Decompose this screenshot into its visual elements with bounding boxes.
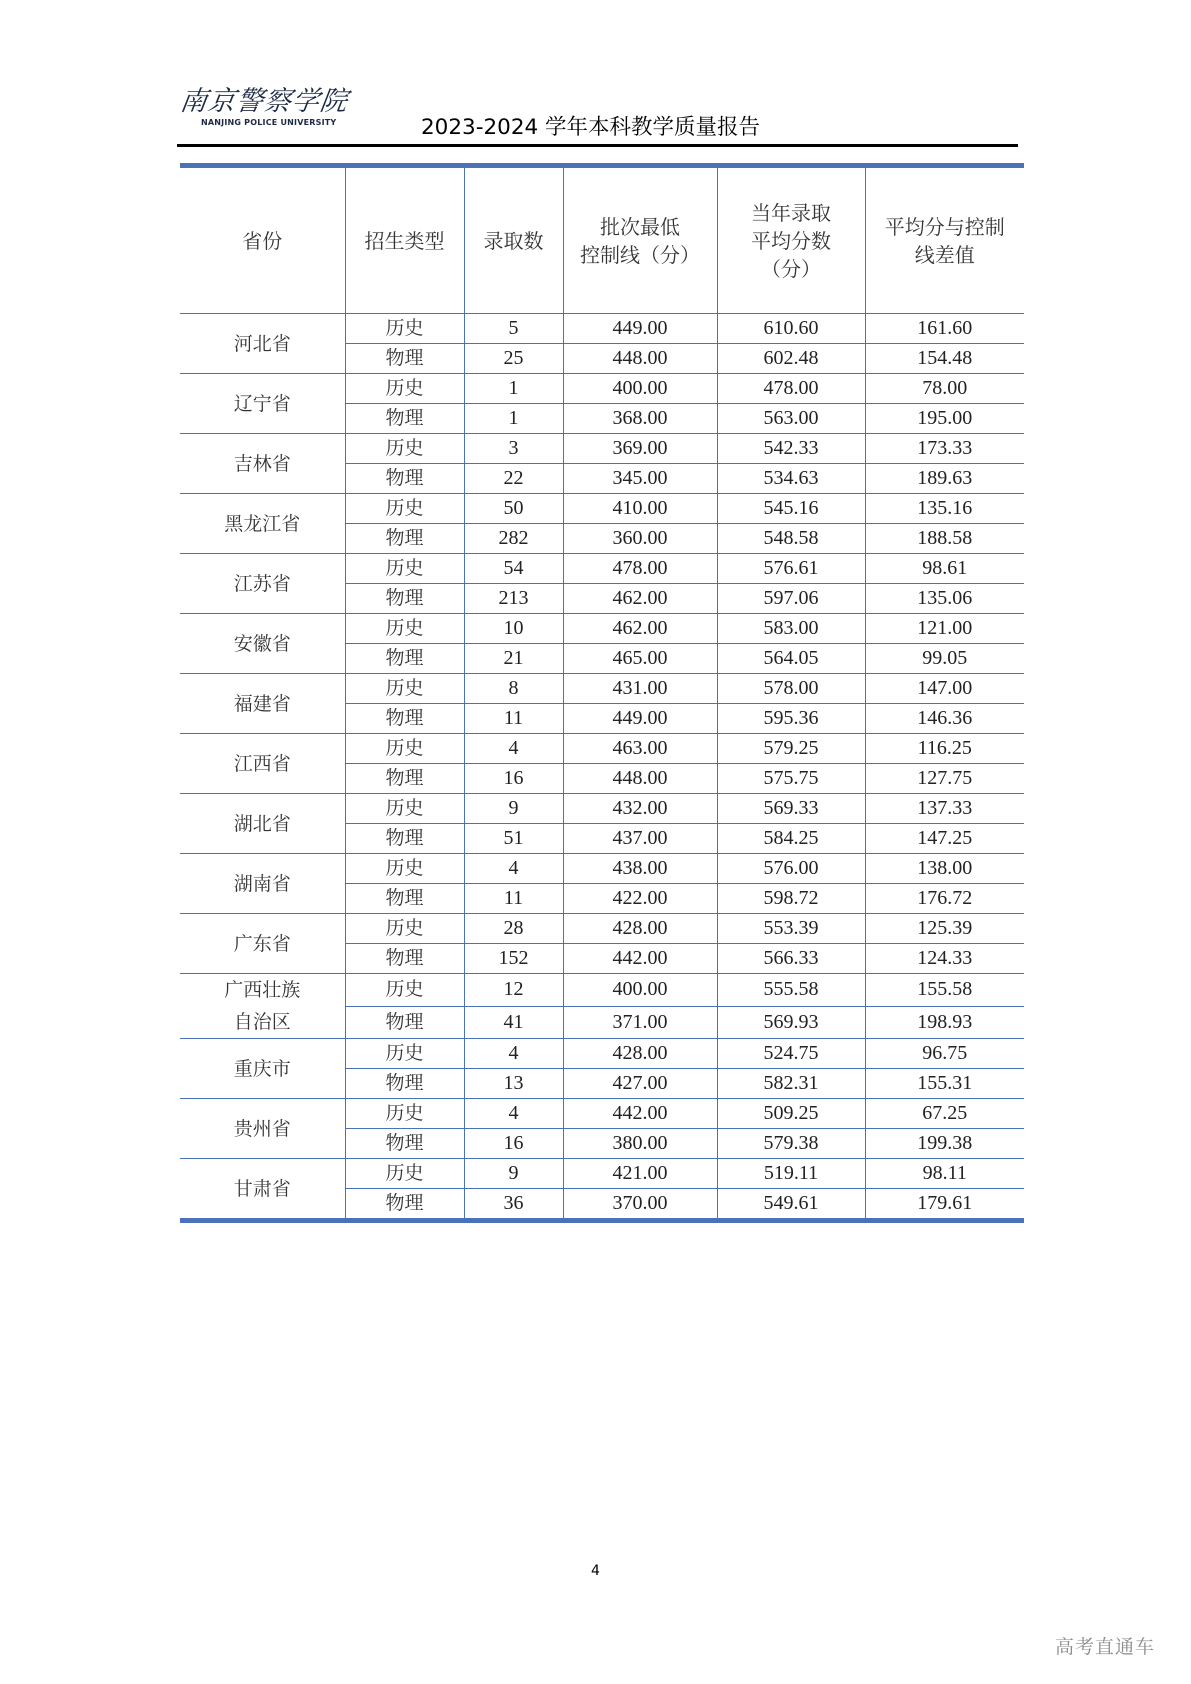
- table-row: [180, 674, 1024, 704]
- average-score-cell: 595.36: [717, 704, 865, 734]
- control-line-cell: 360.00: [563, 524, 717, 554]
- admitted-count-cell: 41: [464, 1006, 563, 1039]
- score-difference-cell: 99.05: [865, 644, 1024, 674]
- control-line-cell: 438.00: [563, 854, 717, 884]
- table-row: [180, 434, 1024, 464]
- admitted-count-cell: 8: [464, 674, 563, 704]
- university-logo: [177, 86, 351, 132]
- score-difference-cell: 155.31: [865, 1069, 1024, 1099]
- average-score-cell: 579.38: [717, 1129, 865, 1159]
- admitted-count-cell: 22: [464, 464, 563, 494]
- enroll-type-cell: 历史: [345, 794, 464, 824]
- table-row: [180, 914, 1024, 944]
- control-line-cell: 462.00: [563, 584, 717, 614]
- enroll-type-cell: 物理: [345, 404, 464, 434]
- province-cell: [180, 1099, 345, 1159]
- score-difference-cell: 138.00: [865, 854, 1024, 884]
- enroll-type-cell: 物理: [345, 1189, 464, 1221]
- enroll-type-cell: 物理: [345, 704, 464, 734]
- admitted-count-cell: 10: [464, 614, 563, 644]
- score-difference-cell: 198.93: [865, 1006, 1024, 1039]
- table-row: [180, 314, 1024, 344]
- province-cell: [180, 734, 345, 794]
- column-header-average-score: [717, 166, 865, 314]
- score-difference-cell: 188.58: [865, 524, 1024, 554]
- table-row: [180, 1099, 1024, 1129]
- document-title: 2023-2024 学年本科教学质量报告: [421, 115, 761, 140]
- control-line-cell: 428.00: [563, 914, 717, 944]
- enroll-type-cell: 物理: [345, 1129, 464, 1159]
- control-line-cell: 462.00: [563, 614, 717, 644]
- enroll-type-cell: 物理: [345, 644, 464, 674]
- admitted-count-cell: 3: [464, 434, 563, 464]
- average-score-cell: 579.25: [717, 734, 865, 764]
- admitted-count-cell: 4: [464, 1039, 563, 1069]
- column-header-line: （分）: [761, 256, 821, 281]
- average-score-cell: 548.58: [717, 524, 865, 554]
- province-cell: [180, 674, 345, 734]
- admitted-count-cell: 4: [464, 1099, 563, 1129]
- province-cell: [180, 434, 345, 494]
- page-number: 4: [591, 1563, 600, 1579]
- average-score-cell: 610.60: [717, 314, 865, 344]
- score-difference-cell: 155.58: [865, 974, 1024, 1007]
- column-header-province: [180, 166, 345, 314]
- admitted-count-cell: 25: [464, 344, 563, 374]
- score-difference-cell: 154.48: [865, 344, 1024, 374]
- enroll-type-cell: 历史: [345, 914, 464, 944]
- admitted-count-cell: 50: [464, 494, 563, 524]
- enroll-type-cell: 历史: [345, 374, 464, 404]
- score-difference-cell: 124.33: [865, 944, 1024, 974]
- control-line-cell: 437.00: [563, 824, 717, 854]
- average-score-cell: 549.61: [717, 1189, 865, 1221]
- column-header-line: 当年录取: [751, 200, 831, 225]
- admitted-count-cell: 11: [464, 704, 563, 734]
- score-difference-cell: 125.39: [865, 914, 1024, 944]
- average-score-cell: 519.11: [717, 1159, 865, 1189]
- admitted-count-cell: 12: [464, 974, 563, 1007]
- province-name-line: 福建省: [233, 692, 291, 715]
- enroll-type-cell: 历史: [345, 1099, 464, 1129]
- control-line-cell: 410.00: [563, 494, 717, 524]
- control-line-cell: 448.00: [563, 764, 717, 794]
- control-line-cell: 368.00: [563, 404, 717, 434]
- enroll-type-cell: 物理: [345, 1006, 464, 1039]
- enroll-type-cell: 历史: [345, 434, 464, 464]
- column-header-line: 线差值: [914, 242, 975, 267]
- admitted-count-cell: 152: [464, 944, 563, 974]
- average-score-cell: 534.63: [717, 464, 865, 494]
- province-cell: [180, 374, 345, 434]
- enroll-type-cell: 历史: [345, 734, 464, 764]
- table-row: [180, 614, 1024, 644]
- control-line-cell: 370.00: [563, 1189, 717, 1221]
- score-difference-cell: 161.60: [865, 314, 1024, 344]
- admitted-count-cell: 1: [464, 374, 563, 404]
- control-line-cell: 400.00: [563, 974, 717, 1007]
- average-score-cell: 478.00: [717, 374, 865, 404]
- admitted-count-cell: 54: [464, 554, 563, 584]
- enroll-type-cell: 物理: [345, 344, 464, 374]
- province-cell: [180, 494, 345, 554]
- table-row: [180, 734, 1024, 764]
- table-header-row: [180, 166, 1024, 314]
- score-difference-cell: 195.00: [865, 404, 1024, 434]
- admitted-count-cell: 13: [464, 1069, 563, 1099]
- admission-table: [180, 163, 1024, 1223]
- control-line-cell: 428.00: [563, 1039, 717, 1069]
- province-cell: [180, 554, 345, 614]
- column-header-line: 省份: [242, 228, 283, 253]
- score-difference-cell: 96.75: [865, 1039, 1024, 1069]
- score-difference-cell: 127.75: [865, 764, 1024, 794]
- admitted-count-cell: 4: [464, 734, 563, 764]
- average-score-cell: 545.16: [717, 494, 865, 524]
- enroll-type-cell: 历史: [345, 1159, 464, 1189]
- province-cell: [180, 914, 345, 974]
- column-header-control-line: [563, 166, 717, 314]
- province-name-line: 江西省: [233, 752, 291, 775]
- enroll-type-cell: 历史: [345, 554, 464, 584]
- score-difference-cell: 135.06: [865, 584, 1024, 614]
- score-difference-cell: 98.11: [865, 1159, 1024, 1189]
- score-difference-cell: 199.38: [865, 1129, 1024, 1159]
- table-row: [180, 494, 1024, 524]
- enroll-type-cell: 物理: [345, 824, 464, 854]
- admitted-count-cell: 9: [464, 794, 563, 824]
- province-name-line: 广东省: [233, 932, 291, 955]
- enroll-type-cell: 物理: [345, 1069, 464, 1099]
- column-header-line: 平均分与控制: [884, 214, 1005, 239]
- admitted-count-cell: 282: [464, 524, 563, 554]
- province-name-line: 辽宁省: [233, 392, 291, 415]
- score-difference-cell: 147.25: [865, 824, 1024, 854]
- table-row: [180, 554, 1024, 584]
- control-line-cell: 432.00: [563, 794, 717, 824]
- average-score-cell: 602.48: [717, 344, 865, 374]
- enroll-type-cell: 历史: [345, 494, 464, 524]
- score-difference-cell: 78.00: [865, 374, 1024, 404]
- average-score-cell: 563.00: [717, 404, 865, 434]
- province-name-line: 江苏省: [233, 572, 291, 595]
- control-line-cell: 380.00: [563, 1129, 717, 1159]
- control-line-cell: 421.00: [563, 1159, 717, 1189]
- enroll-type-cell: 历史: [345, 974, 464, 1007]
- score-difference-cell: 146.36: [865, 704, 1024, 734]
- province-name-line: 河北省: [233, 332, 291, 355]
- control-line-cell: 448.00: [563, 344, 717, 374]
- control-line-cell: 431.00: [563, 674, 717, 704]
- average-score-cell: 576.61: [717, 554, 865, 584]
- province-name-line: 黑龙江省: [224, 512, 301, 535]
- admitted-count-cell: 5: [464, 314, 563, 344]
- column-header-line: 控制线（分）: [580, 242, 700, 267]
- province-cell: [180, 794, 345, 854]
- admitted-count-cell: 9: [464, 1159, 563, 1189]
- average-score-cell: 582.31: [717, 1069, 865, 1099]
- enroll-type-cell: 物理: [345, 944, 464, 974]
- score-difference-cell: 98.61: [865, 554, 1024, 584]
- admitted-count-cell: 11: [464, 884, 563, 914]
- score-difference-cell: 176.72: [865, 884, 1024, 914]
- average-score-cell: 598.72: [717, 884, 865, 914]
- admitted-count-cell: 36: [464, 1189, 563, 1221]
- table-row: [180, 974, 1024, 1007]
- province-cell: [180, 974, 345, 1039]
- average-score-cell: 578.00: [717, 674, 865, 704]
- enroll-type-cell: 物理: [345, 524, 464, 554]
- logo-english-name: NANJING POLICE UNIVERSITY: [201, 118, 337, 127]
- average-score-cell: 553.39: [717, 914, 865, 944]
- enroll-type-cell: 物理: [345, 764, 464, 794]
- average-score-cell: 569.33: [717, 794, 865, 824]
- average-score-cell: 564.05: [717, 644, 865, 674]
- enroll-type-cell: 物理: [345, 884, 464, 914]
- average-score-cell: 509.25: [717, 1099, 865, 1129]
- admitted-count-cell: 4: [464, 854, 563, 884]
- average-score-cell: 584.25: [717, 824, 865, 854]
- province-cell: [180, 614, 345, 674]
- score-difference-cell: 137.33: [865, 794, 1024, 824]
- average-score-cell: 569.93: [717, 1006, 865, 1039]
- province-name-line: 湖北省: [233, 812, 291, 835]
- province-name-line: 重庆市: [233, 1057, 291, 1080]
- column-header-line: 招生类型: [364, 228, 445, 253]
- control-line-cell: 422.00: [563, 884, 717, 914]
- admitted-count-cell: 213: [464, 584, 563, 614]
- control-line-cell: 449.00: [563, 314, 717, 344]
- enroll-type-cell: 历史: [345, 614, 464, 644]
- table-row: [180, 374, 1024, 404]
- table-row: [180, 1039, 1024, 1069]
- province-name-line: 吉林省: [233, 452, 291, 475]
- header-rule: [177, 144, 1018, 147]
- enroll-type-cell: 历史: [345, 314, 464, 344]
- control-line-cell: 345.00: [563, 464, 717, 494]
- score-difference-cell: 67.25: [865, 1099, 1024, 1129]
- enroll-type-cell: 物理: [345, 584, 464, 614]
- control-line-cell: 463.00: [563, 734, 717, 764]
- column-header-line: 批次最低: [600, 214, 680, 239]
- score-difference-cell: 135.16: [865, 494, 1024, 524]
- enroll-type-cell: 历史: [345, 674, 464, 704]
- admitted-count-cell: 16: [464, 1129, 563, 1159]
- column-header-admitted-count: [464, 166, 563, 314]
- enroll-type-cell: 历史: [345, 854, 464, 884]
- column-header-score-difference: [865, 166, 1024, 314]
- province-cell: [180, 1159, 345, 1221]
- table-row: [180, 794, 1024, 824]
- average-score-cell: 566.33: [717, 944, 865, 974]
- control-line-cell: 427.00: [563, 1069, 717, 1099]
- control-line-cell: 442.00: [563, 1099, 717, 1129]
- score-difference-cell: 179.61: [917, 1192, 973, 1214]
- average-score-cell: 575.75: [717, 764, 865, 794]
- control-line-cell: 465.00: [563, 644, 717, 674]
- province-cell: [180, 314, 345, 374]
- province-cell: [180, 1039, 345, 1099]
- province-name-line: 自治区: [233, 1011, 291, 1033]
- table-body: [180, 314, 1024, 1221]
- admitted-count-cell: 21: [464, 644, 563, 674]
- average-score-cell: 542.33: [717, 434, 865, 464]
- control-line-cell: 371.00: [563, 1006, 717, 1039]
- column-header-line: 平均分数: [751, 228, 831, 253]
- column-header-enroll-type: [345, 166, 464, 314]
- score-difference-cell: 121.00: [865, 614, 1024, 644]
- admitted-count-cell: 28: [464, 914, 563, 944]
- average-score-cell: 597.06: [717, 584, 865, 614]
- column-header-line: 录取数: [483, 228, 544, 253]
- province-name-line: 湖南省: [233, 872, 291, 895]
- enroll-type-cell: 物理: [345, 464, 464, 494]
- province-cell: [180, 854, 345, 914]
- admitted-count-cell: 16: [464, 764, 563, 794]
- average-score-cell: 583.00: [717, 614, 865, 644]
- province-name-line: 安徽省: [233, 632, 291, 655]
- province-name-line: 甘肃省: [233, 1177, 291, 1200]
- score-difference-cell: 116.25: [865, 734, 1024, 764]
- admitted-count-cell: 51: [464, 824, 563, 854]
- score-difference-cell: 147.00: [865, 674, 1024, 704]
- logo-chinese-name: 南京警察学院: [177, 86, 351, 117]
- enroll-type-cell: 历史: [345, 1039, 464, 1069]
- score-difference-cell: 189.63: [865, 464, 1024, 494]
- score-difference-cell: 173.33: [865, 434, 1024, 464]
- watermark: 高考直通车: [1055, 1636, 1156, 1658]
- table-row: [180, 1159, 1024, 1189]
- table-row: [180, 854, 1024, 884]
- control-line-cell: 449.00: [563, 704, 717, 734]
- control-line-cell: 478.00: [563, 554, 717, 584]
- control-line-cell: 400.00: [563, 374, 717, 404]
- average-score-cell: 576.00: [717, 854, 865, 884]
- control-line-cell: 442.00: [563, 944, 717, 974]
- control-line-cell: 369.00: [563, 434, 717, 464]
- average-score-cell: 524.75: [717, 1039, 865, 1069]
- admitted-count-cell: 1: [464, 404, 563, 434]
- province-name-line: 贵州省: [233, 1117, 291, 1140]
- province-name-line: 广西壮族: [224, 979, 301, 1001]
- average-score-cell: 555.58: [717, 974, 865, 1007]
